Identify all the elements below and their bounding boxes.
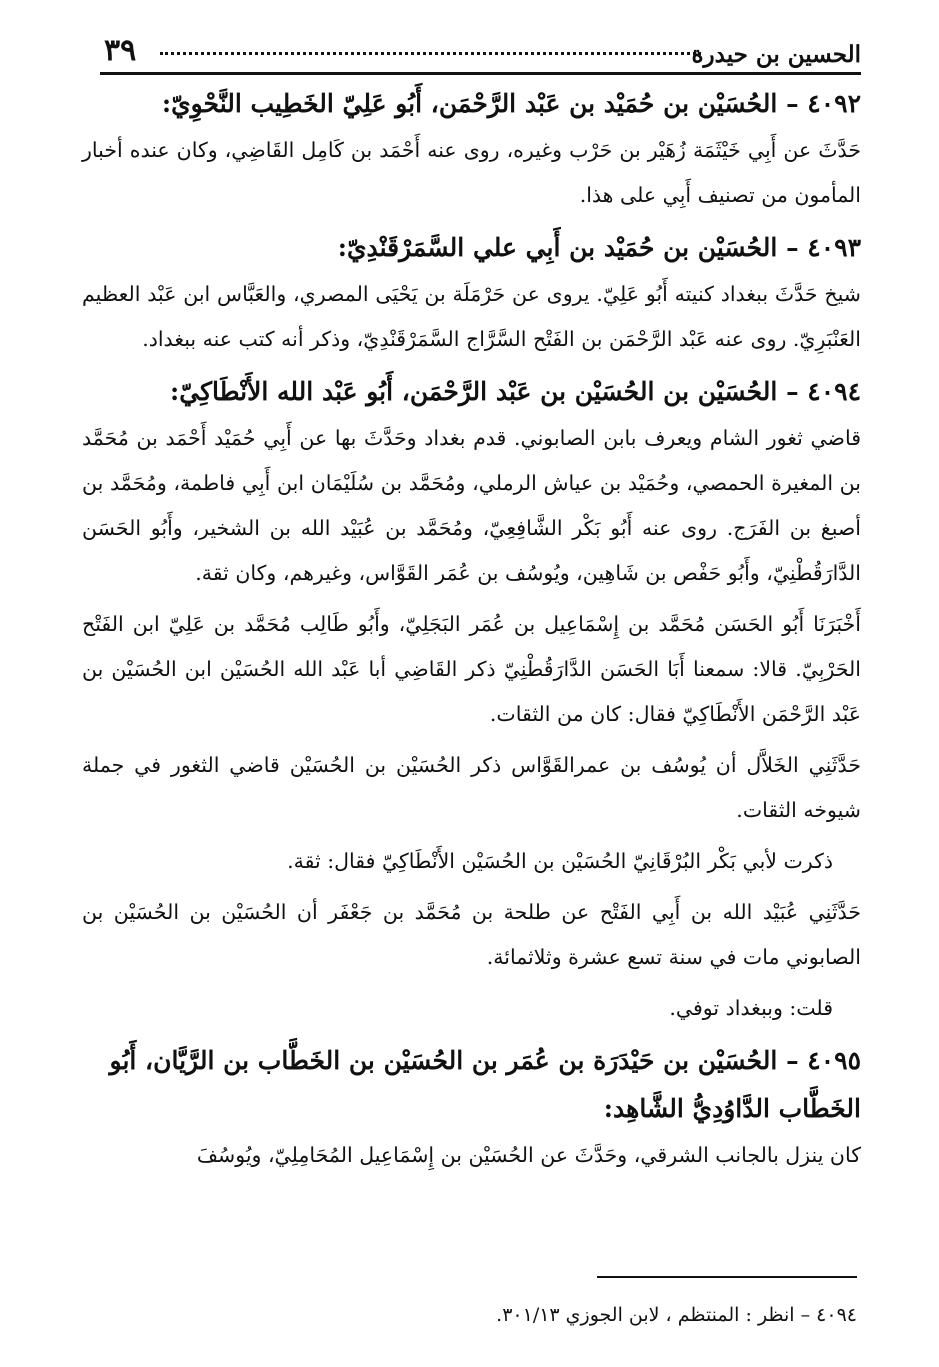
entry-title: ٤٠٩٢ – الحُسَيْن بن حُمَيْد بن عَبْد الرَّحْمَن، أَبُو عَلِيّ الخَطِيب النَّحْوِيّ: [161,89,861,118]
entry-paragraph: شيخ حَدَّثَ ببغداد كنيته أَبُو عَلِيّ. يروى عن حَرْمَلَة بن يَحْيَى المصري، والعَبَّاس ابن عَبْد العظيم العَنْبَرِيّ. روى عنه عَبْد الرَّحْمَن بن الفَتْح السَّرَّاج السَّمَرْقَنْدِيّ، وذكر أنه كتب عنه ببغداد. [82,282,861,351]
entry-paragraph: كان ينزل بالجانب الشرقي، وحَدَّثَ عن الحُسَيْن بن إِسْمَاعِيل المُحَامِلِيّ، ويُوسُفَ [196,1143,861,1167]
footnote-separator [597,1276,857,1278]
entry-paragraph: ذكرت لأبي بَكْر البُرْقَانِيّ الحُسَيْن بن الحُسَيْن الأَنْطَاكِيّ فقال: ثقة. [287,849,833,873]
footnote: ٤٠٩٤ – انظر : المنتظم ، لابن الجوزي ٣٠١/١٣. [496,1304,857,1326]
entry-paragraph: حَدَّثَنِي عُبَيْد الله بن أَبِي الفَتْح عن طلحة بن مُحَمَّد بن جَعْفَر أن الحُسَيْن بن الحُسَيْن بن الصابوني مات في سنة تسع عشرة وثلاثمائة. [82,900,861,969]
entry-paragraph: أَخْبَرَنَا أَبُو الحَسَن مُحَمَّد بن إِسْمَاعِيل بن عُمَر البَجَلِيّ، وأَبُو طَالِب مُحَمَّد بن عَلِيّ ابن الفَتْح الحَرْبِيّ. قالا: سمعنا أَبَا الحَسَن الدَّارَقُطْنِيّ ذكر القَاضِي أبا عَبْد الله الحُسَيْن ابن الحُسَيْن بن عَبْد الرَّحْمَن الأَنْطَاكِيّ فقال: كان من الثقات. [82,612,861,726]
entry-title: ٤٠٩٤ – الحُسَيْن بن الحُسَيْن بن عَبْد الرَّحْمَن، أَبُو عَبْد الله الأَنْطَاكِيّ: [170,377,861,406]
entry-4093 [82,224,861,362]
entry-title: ٤٠٩٣ – الحُسَيْن بن حُمَيْد بن أَبِي علي السَّمَرْقَنْدِيّ: [337,233,861,262]
page-body [82,80,861,1184]
running-title: الحسين بن حيدرة [691,41,861,68]
entry-paragraph: قلت: وببغداد توفي. [669,996,833,1020]
entry-paragraph: حَدَّثَ عن أَبِي خَيْثَمَة زُهَيْر بن حَرْب وغيره، روى عنه أَحْمَد بن كَامِل القَاضِي، وكان عنده أخبار المأمون من تصنيف أَبِي على هذا. [82,138,861,207]
entry-paragraph: قاضي ثغور الشام ويعرف بابن الصابوني. قدم بغداد وحَدَّثَ بها عن أَبِي حُمَيْد أَحْمَد بن مُحَمَّد بن المغيرة الحمصي، وحُمَيْد بن عياش الرملي، ومُحَمَّد بن سُلَيْمَان ابن أَبِي فاطمة، ومُحَمَّد بن أصبغ بن الفَرَج. روى عنه أَبُو بَكْر الشَّافِعِيّ، ومُحَمَّد بن عُبَيْد الله بن الشخير، وأَبُو الحَسَن الدَّارَقُطْنِيّ، وأَبُو حَفْص بن شَاهِين، ويُوسُف بن عُمَر القَوَّاس، وغيرهم، وكان ثقة. [82,426,861,585]
page-number: ٣٩ [104,33,137,68]
entry-4095 [82,1037,861,1178]
entry-4094 [82,368,861,1031]
entry-title: ٤٠٩٥ – الحُسَيْن بن حَيْدَرَة بن عُمَر بن الحُسَيْن بن الخَطَّاب بن الرَّيَّان، أَبُو الخَطَّاب الدَّاوُدِيُّ الشَّاهِد: [109,1046,861,1123]
header-dot-leader [160,52,701,55]
entry-4092 [82,80,861,218]
page-header [100,28,861,75]
entry-paragraph: حَدَّثَنِي الخَلاَّل أن يُوسُف بن عمرالقَوَّاس ذكر الحُسَيْن بن الحُسَيْن قاضي الثغور في جملة شيوخه الثقات. [82,753,861,822]
